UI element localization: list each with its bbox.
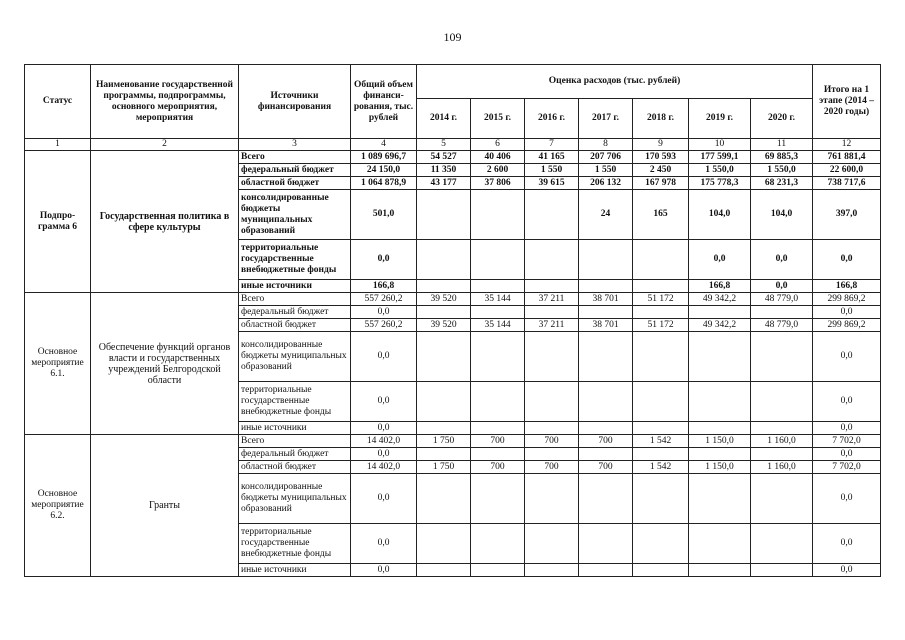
total-volume-cell: 0,0	[351, 306, 417, 319]
stage-total-cell: 299 869,2	[813, 319, 881, 332]
year-value-cell	[633, 422, 689, 435]
total-volume-cell: 0,0	[351, 564, 417, 577]
year-value-cell	[525, 564, 579, 577]
stage-total-cell: 761 881,4	[813, 151, 881, 164]
year-value-cell	[525, 474, 579, 524]
stage-total-cell: 0,0	[813, 564, 881, 577]
year-value-cell	[689, 448, 751, 461]
year-value-cell: 206 132	[579, 177, 633, 190]
year-value-cell	[471, 382, 525, 422]
year-value-cell	[417, 190, 471, 240]
funding-source-cell: Всего	[239, 293, 351, 306]
total-volume-cell: 0,0	[351, 448, 417, 461]
year-value-cell: 170 593	[633, 151, 689, 164]
budget-table	[24, 64, 881, 577]
year-value-cell	[751, 382, 813, 422]
header-year: 2015 г.	[471, 99, 525, 139]
stage-total-cell: 0,0	[813, 422, 881, 435]
stage-total-cell: 0,0	[813, 474, 881, 524]
total-volume-cell: 166,8	[351, 280, 417, 293]
year-value-cell: 1 160,0	[751, 461, 813, 474]
year-value-cell	[689, 332, 751, 382]
funding-source-cell: территориальные государственные внебюджетные фонды	[239, 524, 351, 564]
funding-source-cell: консолидированные бюджеты муниципальных образований	[239, 474, 351, 524]
total-volume-cell: 0,0	[351, 524, 417, 564]
year-value-cell	[633, 306, 689, 319]
year-value-cell	[633, 382, 689, 422]
column-number: 7	[525, 139, 579, 151]
year-value-cell	[417, 524, 471, 564]
year-value-cell	[633, 524, 689, 564]
program-name-cell: Гранты	[91, 435, 239, 577]
year-value-cell	[579, 448, 633, 461]
year-value-cell	[751, 306, 813, 319]
year-value-cell: 38 701	[579, 293, 633, 306]
year-value-cell	[689, 306, 751, 319]
year-value-cell: 167 978	[633, 177, 689, 190]
year-value-cell	[633, 240, 689, 280]
header-year: 2018 г.	[633, 99, 689, 139]
column-number: 8	[579, 139, 633, 151]
year-value-cell	[417, 240, 471, 280]
year-value-cell: 39 615	[525, 177, 579, 190]
year-value-cell	[525, 332, 579, 382]
year-value-cell	[471, 524, 525, 564]
column-number: 6	[471, 139, 525, 151]
year-value-cell: 700	[471, 435, 525, 448]
year-value-cell: 700	[579, 435, 633, 448]
funding-source-cell: территориальные государственные внебюджетные фонды	[239, 382, 351, 422]
year-value-cell	[689, 564, 751, 577]
column-number-row	[25, 139, 881, 151]
year-value-cell	[579, 382, 633, 422]
year-value-cell: 37 211	[525, 319, 579, 332]
year-value-cell: 1 550	[579, 164, 633, 177]
year-value-cell: 165	[633, 190, 689, 240]
year-value-cell	[579, 332, 633, 382]
year-value-cell	[689, 474, 751, 524]
funding-source-cell: консолидированные бюджеты муниципальных образований	[239, 332, 351, 382]
total-volume-cell: 14 402,0	[351, 435, 417, 448]
year-value-cell	[525, 280, 579, 293]
column-number: 2	[91, 139, 239, 151]
total-volume-cell: 0,0	[351, 240, 417, 280]
year-value-cell: 37 211	[525, 293, 579, 306]
stage-total-cell: 0,0	[813, 306, 881, 319]
year-value-cell	[525, 190, 579, 240]
year-value-cell: 0,0	[751, 280, 813, 293]
program-name-cell: Государственная политика в сфере культуры	[91, 151, 239, 293]
year-value-cell	[417, 474, 471, 524]
column-number: 5	[417, 139, 471, 151]
year-value-cell	[471, 564, 525, 577]
year-value-cell: 39 520	[417, 319, 471, 332]
year-value-cell: 2 450	[633, 164, 689, 177]
funding-source-cell: Всего	[239, 435, 351, 448]
funding-source-cell: иные источники	[239, 422, 351, 435]
year-value-cell	[471, 280, 525, 293]
funding-source-cell: иные источники	[239, 564, 351, 577]
funding-source-cell: консолидированные бюджеты муниципальных образований	[239, 190, 351, 240]
year-value-cell: 39 520	[417, 293, 471, 306]
year-value-cell: 207 706	[579, 151, 633, 164]
stage-total-cell: 166,8	[813, 280, 881, 293]
year-value-cell: 41 165	[525, 151, 579, 164]
table-row	[25, 435, 881, 448]
year-value-cell: 49 342,2	[689, 319, 751, 332]
year-value-cell: 51 172	[633, 293, 689, 306]
year-value-cell: 1 542	[633, 461, 689, 474]
funding-source-cell: областной бюджет	[239, 319, 351, 332]
year-value-cell: 48 779,0	[751, 319, 813, 332]
year-value-cell	[525, 240, 579, 280]
funding-source-cell: областной бюджет	[239, 177, 351, 190]
column-number: 1	[25, 139, 91, 151]
year-value-cell	[579, 422, 633, 435]
year-value-cell: 69 885,3	[751, 151, 813, 164]
total-volume-cell: 0,0	[351, 474, 417, 524]
year-value-cell	[471, 306, 525, 319]
year-value-cell	[751, 448, 813, 461]
header-stage-total: Итого на 1 этапе (2014 – 2020 годы)	[813, 65, 881, 139]
year-value-cell: 0,0	[751, 240, 813, 280]
stage-total-cell: 397,0	[813, 190, 881, 240]
total-volume-cell: 24 150,0	[351, 164, 417, 177]
year-value-cell	[417, 564, 471, 577]
stage-total-cell: 7 702,0	[813, 435, 881, 448]
header-name: Наименование государственной программы, подпрограммы, основного мероприятия, мероприятия	[91, 65, 239, 139]
status-cell: Основное мероприятие 6.1.	[25, 293, 91, 435]
year-value-cell: 175 778,3	[689, 177, 751, 190]
stage-total-cell: 0,0	[813, 240, 881, 280]
status-cell: Основное мероприятие 6.2.	[25, 435, 91, 577]
total-volume-cell: 557 260,2	[351, 319, 417, 332]
column-number: 9	[633, 139, 689, 151]
year-value-cell	[471, 240, 525, 280]
year-value-cell	[633, 332, 689, 382]
year-value-cell: 104,0	[689, 190, 751, 240]
header-estimate: Оценка расходов (тыс. рублей)	[417, 65, 813, 99]
funding-source-cell: территориальные государственные внебюджетные фонды	[239, 240, 351, 280]
year-value-cell	[579, 240, 633, 280]
year-value-cell: 40 406	[471, 151, 525, 164]
year-value-cell	[579, 280, 633, 293]
year-value-cell: 1 150,0	[689, 435, 751, 448]
year-value-cell: 54 527	[417, 151, 471, 164]
year-value-cell	[633, 564, 689, 577]
year-value-cell: 38 701	[579, 319, 633, 332]
year-value-cell: 1 542	[633, 435, 689, 448]
header-year: 2016 г.	[525, 99, 579, 139]
total-volume-cell: 1 064 878,9	[351, 177, 417, 190]
year-value-cell	[525, 448, 579, 461]
header-year: 2017 г.	[579, 99, 633, 139]
year-value-cell: 177 599,1	[689, 151, 751, 164]
year-value-cell	[525, 524, 579, 564]
page-number: 109	[443, 30, 462, 44]
total-volume-cell: 1 089 696,7	[351, 151, 417, 164]
year-value-cell: 0,0	[689, 240, 751, 280]
year-value-cell: 35 144	[471, 293, 525, 306]
year-value-cell: 48 779,0	[751, 293, 813, 306]
year-value-cell: 35 144	[471, 319, 525, 332]
year-value-cell	[579, 306, 633, 319]
year-value-cell	[417, 382, 471, 422]
header-total-volume: Общий объем финанси-рования, тыс. рублей	[351, 65, 417, 139]
year-value-cell: 1 160,0	[751, 435, 813, 448]
year-value-cell: 1 150,0	[689, 461, 751, 474]
program-name-cell: Обеспечение функций органов власти и государственных учреждений Белгородской области	[91, 293, 239, 435]
year-value-cell	[579, 564, 633, 577]
year-value-cell: 1 550	[525, 164, 579, 177]
year-value-cell	[689, 422, 751, 435]
stage-total-cell: 0,0	[813, 332, 881, 382]
column-number: 11	[751, 139, 813, 151]
year-value-cell: 2 600	[471, 164, 525, 177]
total-volume-cell: 0,0	[351, 422, 417, 435]
header-status: Статус	[25, 65, 91, 139]
year-value-cell	[417, 422, 471, 435]
column-number: 3	[239, 139, 351, 151]
year-value-cell	[633, 474, 689, 524]
year-value-cell	[579, 474, 633, 524]
funding-source-cell: федеральный бюджет	[239, 306, 351, 319]
year-value-cell: 700	[525, 461, 579, 474]
stage-total-cell: 22 600,0	[813, 164, 881, 177]
year-value-cell	[471, 474, 525, 524]
year-value-cell: 37 806	[471, 177, 525, 190]
year-value-cell: 1 750	[417, 461, 471, 474]
stage-total-cell: 0,0	[813, 524, 881, 564]
year-value-cell: 166,8	[689, 280, 751, 293]
header-year: 2019 г.	[689, 99, 751, 139]
funding-source-cell: иные источники	[239, 280, 351, 293]
header-year: 2020 г.	[751, 99, 813, 139]
year-value-cell	[689, 382, 751, 422]
year-value-cell	[525, 382, 579, 422]
year-value-cell: 700	[525, 435, 579, 448]
year-value-cell	[525, 422, 579, 435]
year-value-cell: 1 550,0	[689, 164, 751, 177]
stage-total-cell: 0,0	[813, 382, 881, 422]
year-value-cell	[689, 524, 751, 564]
year-value-cell	[751, 564, 813, 577]
year-value-cell: 68 231,3	[751, 177, 813, 190]
header-year: 2014 г.	[417, 99, 471, 139]
year-value-cell: 24	[579, 190, 633, 240]
year-value-cell	[751, 474, 813, 524]
year-value-cell	[471, 422, 525, 435]
year-value-cell: 51 172	[633, 319, 689, 332]
column-number: 10	[689, 139, 751, 151]
stage-total-cell: 299 869,2	[813, 293, 881, 306]
stage-total-cell: 7 702,0	[813, 461, 881, 474]
year-value-cell	[751, 422, 813, 435]
header-sources: Источники финансирования	[239, 65, 351, 139]
funding-source-cell: федеральный бюджет	[239, 164, 351, 177]
total-volume-cell: 14 402,0	[351, 461, 417, 474]
year-value-cell	[417, 306, 471, 319]
year-value-cell	[751, 524, 813, 564]
year-value-cell	[633, 448, 689, 461]
total-volume-cell: 557 260,2	[351, 293, 417, 306]
year-value-cell	[471, 190, 525, 240]
year-value-cell	[417, 448, 471, 461]
year-value-cell	[471, 448, 525, 461]
year-value-cell: 1 550,0	[751, 164, 813, 177]
funding-source-cell: областной бюджет	[239, 461, 351, 474]
funding-source-cell: федеральный бюджет	[239, 448, 351, 461]
status-cell: Подпро-грамма 6	[25, 151, 91, 293]
total-volume-cell: 0,0	[351, 332, 417, 382]
year-value-cell	[471, 332, 525, 382]
year-value-cell: 700	[579, 461, 633, 474]
year-value-cell	[417, 332, 471, 382]
funding-source-cell: Всего	[239, 151, 351, 164]
year-value-cell: 700	[471, 461, 525, 474]
year-value-cell	[417, 280, 471, 293]
total-volume-cell: 0,0	[351, 382, 417, 422]
year-value-cell: 104,0	[751, 190, 813, 240]
year-value-cell	[579, 524, 633, 564]
stage-total-cell: 738 717,6	[813, 177, 881, 190]
year-value-cell: 11 350	[417, 164, 471, 177]
year-value-cell: 49 342,2	[689, 293, 751, 306]
total-volume-cell: 501,0	[351, 190, 417, 240]
year-value-cell	[525, 306, 579, 319]
column-number: 12	[813, 139, 881, 151]
column-number: 4	[351, 139, 417, 151]
year-value-cell: 1 750	[417, 435, 471, 448]
table-row	[25, 151, 881, 164]
year-value-cell: 43 177	[417, 177, 471, 190]
stage-total-cell: 0,0	[813, 448, 881, 461]
table-row	[25, 293, 881, 306]
year-value-cell	[633, 280, 689, 293]
year-value-cell	[751, 332, 813, 382]
